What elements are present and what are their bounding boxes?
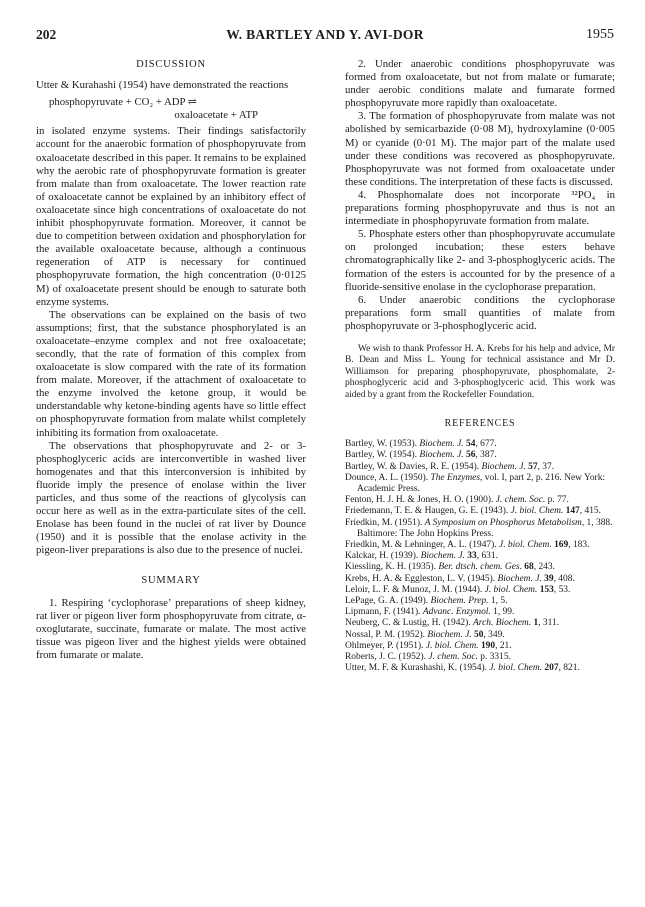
reference-item [345,607,615,618]
reference-journal: J. biol. Chem. [489,663,543,674]
reference-authors: Kalckar, H. (1939). [345,551,421,562]
summary-item-6: 6. Under anaerobic conditions the cyclophorase preparations form small quantities of malate from phosphopyruvate or 3-phosphoglyceric acid. [345,293,615,332]
reference-item [345,518,615,540]
reference-authors: Kiessling, K. H. (1935). [345,562,439,573]
reference-volume: 57 [528,461,538,472]
reference-list [345,439,615,674]
reference-journal: Arch. Biochem. [473,618,532,629]
reference-item [345,641,615,652]
reference-journal: Advanc. Enzymol. [422,607,491,618]
reference-journal: Biochem. J. [427,629,472,640]
reference-journal: The Enzymes [430,472,480,483]
summary-heading: SUMMARY [141,575,201,587]
reference-item [345,506,615,517]
reference-pages: , 631. [476,551,498,562]
reference-authors: Friedkin, M. (1951). [345,517,425,528]
reference-item [345,495,615,506]
reference-volume: 147 [565,506,580,517]
equation-line-2: oxaloacetate + ATP [174,109,258,122]
reference-authors: Lipmann, F. (1941). [345,607,423,618]
reference-item [345,596,615,607]
reference-item [345,574,615,585]
reference-pages: , 1, 388. Baltimore: The John Hopkins Press. [357,517,613,539]
reference-item [345,462,615,473]
reference-authors: Friedkin, M. & Lehninger, A. L. (1947). [345,539,500,550]
reference-journal: J. chem. Soc. [495,495,546,506]
summary-item-1: 1. Respiring ‘cyclophorase’ preparations of sheep kidney, rat liver or pigeon liver form phosphopyruvate from citrate, α-oxoglutarate, succinate, fumarate or malate. The most active tissue was pigeon liver and the highest yields were obtained from fumarate or malate. [36,596,306,661]
reference-item [345,562,615,573]
summary-item-5: 5. Phosphate esters other than phosphopyruvate accumulate on prolonged incubation; these esters behave chromatographically like 2- and 3-phosphoglyceric acids. The formation of the esters is accounted for by the presence of a fluoride-sensitive enolase in the cyclophorase preparation. [345,228,615,293]
reference-volume: 169 [554,539,569,550]
reference-item [345,663,615,674]
reference-item [345,585,615,596]
reference-pages: , vol. I, part 2, p. 216. New York: Academic Press. [357,472,606,494]
reference-pages: , 349. [483,629,505,640]
reference-authors: Neuberg, C. & Lustig, H. (1942). [345,618,474,629]
reference-item [345,473,615,495]
reference-volume: 39 [544,573,554,584]
reference-pages: , 183. [568,539,590,550]
reference-authors: Bartley, W. (1954). [345,450,420,461]
reference-pages: , 311. [538,618,560,629]
reference-pages: , 821. [558,663,580,674]
reference-pages: 1, 5. [488,595,508,606]
right-column [345,58,615,674]
reference-authors: Roberts, J. C. (1952). [345,651,429,662]
reference-pages: , 243. [533,562,555,573]
reference-volume: 33 [467,551,477,562]
reference-authors: Bartley, W. & Davies, R. E. (1954). [345,461,482,472]
summary-item-2: 2. Under anaerobic conditions phosphopyruvate was formed from oxaloacetate, but not from malate or fumarate; under aerobic conditions malate and fumarate formed phosphopyruvate more rapidly than oxaloacetate. [345,58,615,110]
reference-pages: , 37. [537,461,555,472]
reference-authors: Bartley, W. (1953). [345,439,420,450]
reference-journal: J. biol. Chem. [499,539,552,550]
reference-journal: J. biol. Chem. [425,640,479,651]
reference-item [345,540,615,551]
reference-volume: 68 [524,562,534,573]
reference-item [345,630,615,641]
reference-journal: J. biol. Chem. [510,506,564,517]
discussion-paragraph-4: The observations that phosphopyruvate and 2- or 3-phosphoglyceric acids are interconvertible in washed liver homogenates and that this interconversion is inhibited by fluoride imply the presence of enolase within the liver particles, and thus some of the reactions of glycolysis can occur here as well as in the extra-particulate sites of the cell. Enolase has been found in the nuclei of rat liver by Dounce (1950) and it is possible that the enolase activity in the pigeon-liver preparations is also due to the presence of nuclei. [36,439,306,557]
reference-journal: Biochem. J. [419,450,464,461]
discussion-paragraph-1: Utter & Kurahashi (1954) have demonstrated the reactions [36,79,289,92]
reference-volume: 190 [480,640,496,651]
reference-item [345,439,615,450]
reference-pages: , 415. [579,506,601,517]
reference-journal: A Symposium on Phosphorus Metabolism [424,517,582,528]
reference-authors: Krebs, H. A. & Eggleston, L. V. (1945). [345,573,498,584]
reference-volume: 1 [533,618,539,629]
reference-volume: 54 [466,439,476,450]
reference-journal: J. chem. Soc. [428,651,478,662]
summary-item-3: 3. The formation of phosphopyruvate from malate was not abolished by semicarbazide (0·08 M), hydroxylamine (0·005 M) or cyanide (0·01 M). The major part of the malate used under these conditions was recovered as phosphopyruvate. Phosphopyruvate was not formed from oxaloacetate under these conditions. The interpretation of these facts is discussed. [345,110,615,188]
acknowledgements: We wish to thank Professor H. A. Krebs for his help and advice, Mr B. Dean and Miss L. Young for technical assistance and Mr D. Williamson for preparing phosphopyruvate, phosphomalate, 2-phosphoglyceric acid and 3-phosphoglyceric acid. This work was aided by a grant from the Rockefeller Foundation. [345,343,615,400]
reference-pages: , 53. [553,584,571,595]
reference-item [345,450,615,461]
reference-authors: Dounce, A. L. (1950). [345,472,431,483]
discussion-paragraph-2: in isolated enzyme systems. Their findings satisfactorily account for the anaerobic formation of phosphopyruvate from oxaloacetate described in this paper. It remains to be explained why the aerobic rate of phosphopyruvate formation is greater from malate than from oxaloacetate. The lower reaction rate of oxaloacetate cannot be explained by an inhibitory effect of oxaloacetate since high concentrations of oxaloacetate do not inhibit phosphopyruvate formation. Moreover, it cannot be due to competition between oxidation and phosphorylation for the available oxaloacetate because, although a continuous regeneration of ATP is necessary for continued phosphopyruvate formation, the high concentration (0·0125 M) of oxaloacetate present should be enough to saturate both enzyme systems. [36,125,306,308]
reference-volume: 207 [544,663,559,674]
reference-authors: Leloir, L. F. & Munoz, J. M. (1944). [345,584,485,595]
summary-item-4: 4. Phosphomalate does not incorporate ³²PO₄ in preparations forming phosphopyruvate and thus is not an intermediate in phosphopyruvate formation from malate. [345,188,615,228]
reference-item [345,551,615,562]
reference-item [345,652,615,663]
running-title: W. BARTLEY AND Y. AVI-DOR [226,27,424,42]
reference-journal: Biochem. J. [420,551,465,562]
reference-volume: 153 [539,584,554,595]
reference-journal: Biochem. Prep. [430,595,489,606]
reference-journal: J. biol. Chem. [484,584,538,595]
reference-pages: , 21. [495,640,512,651]
running-head [36,27,614,47]
reference-authors: Utter, M. F. & Kurashashi, K. (1954). [345,663,490,674]
reference-volume: 56 [466,450,476,461]
page-number: 202 [36,27,57,42]
reference-item [345,618,615,629]
year: 1955 [586,27,614,42]
reference-authors: Nossal, P. M. (1952). [345,629,428,640]
reference-journal: Biochem. J. [497,573,542,584]
reference-pages: p. 3315. [477,651,511,662]
reference-pages: , 677. [475,439,497,450]
left-column [36,58,306,662]
reference-authors: LePage, G. A. (1949). [345,595,431,606]
discussion-heading: DISCUSSION [136,59,206,70]
discussion-paragraph-3: The observations can be explained on the basis of two assumptions; first, that the substance phosphorylated is an oxaloacetate–enzyme complex and not free oxaloacetate; secondly, that the rate of formation of this complex from oxaloacetate is slow compared with the rate of its formation from malate. Moreover, if the attachment of oxaloacetate to the enzyme involved the ketone group, it would be understandable why ketone-binding agents have so little effect on phosphopyruvate formation from malate whilst completely inhibiting its formation from oxaloacetate. [36,308,306,439]
reference-pages: , 387. [475,450,497,461]
reference-pages: p. 77. [545,495,569,506]
reference-authors: Friedemann, T. E. & Haugen, G. E. (1943). [345,506,511,517]
reference-pages: 1, 99. [490,607,515,618]
reference-pages: , 408. [553,573,575,584]
reference-authors: Ohlmeyer, P. (1951). [345,640,426,651]
reference-journal: Ber. dtsch. chem. Ges. [438,562,522,573]
references-heading: REFERENCES [444,418,516,429]
reference-journal: Biochem. J. [481,461,526,472]
equation-line-1: phosphopyruvate + CO₂ + ADP ⇌ [49,96,197,109]
reference-authors: Fenton, H. J. H. & Jones, H. O. (1900). [345,495,496,506]
reference-volume: 50 [473,629,484,640]
reference-journal: Biochem. J. [419,439,464,450]
